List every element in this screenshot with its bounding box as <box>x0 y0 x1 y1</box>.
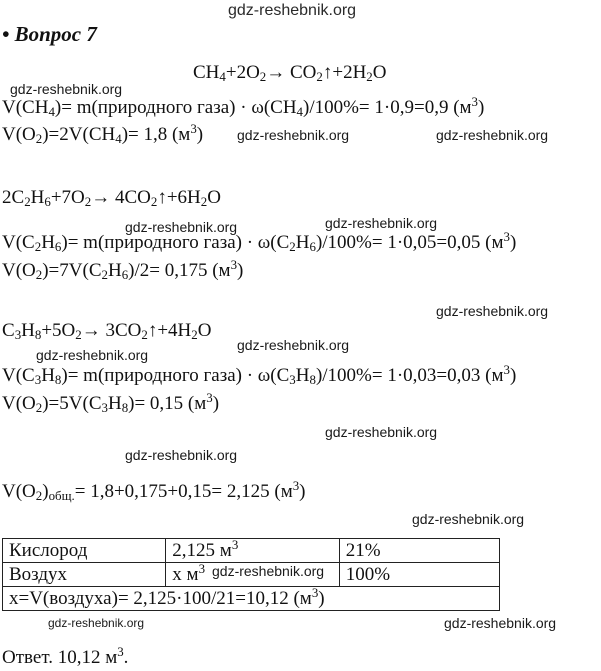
volume-c2h6-line: $V(C_2H_6)=$ m(природного газа) · $\omega(C_2H_6)/100\%= 1\cdot 0,05=0,05$ $(м^3)$ <box>2 228 517 255</box>
watermark: gdz-reshebnik.org <box>48 616 145 630</box>
reaction-methane: $CH_4+2O_2\to$ $CO_2↑+2H_2O$ <box>193 62 387 85</box>
watermark: gdz-reshebnik.org <box>237 337 350 353</box>
table-cell-volume: 2,125 $м^3$ <box>166 539 339 563</box>
watermark: gdz-reshebnik.org <box>325 424 438 440</box>
volume-o2-line-3: $V(O_2)=5V(C_3H_8)= 0,15$ $(м^3)$ <box>2 389 220 416</box>
table-cell-percent: 100% <box>339 563 499 587</box>
table-cell-name: Воздух <box>3 563 166 587</box>
answer-line: Ответ. 10,12 $м^3$. <box>2 643 129 668</box>
table-cell-percent: 21% <box>339 539 499 563</box>
volume-o2-line-2: $V(O_2)=7V(C_2H_6)/2= 0,175$ $(м^3)$ <box>2 256 244 283</box>
watermark: gdz-reshebnik.org <box>436 303 549 319</box>
table-row <box>3 587 500 611</box>
watermark: gdz-reshebnik.org <box>325 215 438 231</box>
volume-c3h8-line: $V(C_3H_8)=$ m(природного газа) · $\omega(C_3H_8)/100\%= 1\cdot 0,03=0,03$ $(м^3)$ <box>2 361 517 388</box>
watermark: gdz-reshebnik.org <box>125 447 238 463</box>
question-heading: • Вопрос 7 <box>2 22 97 46</box>
total-o2-line: $V(O_2)_{общ.}= 1,8+0,175+0,15= 2,125$ $(м^3)$ <box>2 477 306 504</box>
watermark: gdz-reshebnik.org <box>125 219 238 235</box>
watermark: gdz-reshebnik.org <box>237 127 350 143</box>
watermark: gdz-reshebnik.org <box>444 615 557 631</box>
watermark: gdz-reshebnik.org <box>228 2 357 19</box>
watermark: gdz-reshebnik.org <box>36 347 149 363</box>
reaction-ethane: $2C_2H_6+7O_2\to$ $4CO_2↑+6H_2O$ <box>2 187 221 210</box>
table-cell-volume: x $м^3$ <box>166 563 339 587</box>
reaction-propane: $C_3H_8+5O_2\to$ $3CO_2↑+4H_2O$ <box>2 320 212 343</box>
watermark: gdz-reshebnik.org <box>212 563 325 579</box>
volume-o2-line-1: $V(O_2)=2V(CH_4)= 1,8$ $(м^3)$ <box>2 120 204 147</box>
watermark: gdz-reshebnik.org <box>436 127 549 143</box>
table-cell-formula: x=V(воздуха)= 2,125·100/21=10,12 $(м^3)$ <box>3 587 500 611</box>
table-row <box>3 539 500 563</box>
table-cell-name: Кислород <box>3 539 166 563</box>
watermark: gdz-reshebnik.org <box>10 81 123 97</box>
watermark: gdz-reshebnik.org <box>412 511 525 527</box>
volume-ch4-line: $V(CH_4)=$ m(природного газа) · $\omega(CH_4)/100\%= 1\cdot 0,9=0,9$ $(м^3)$ <box>2 93 485 120</box>
